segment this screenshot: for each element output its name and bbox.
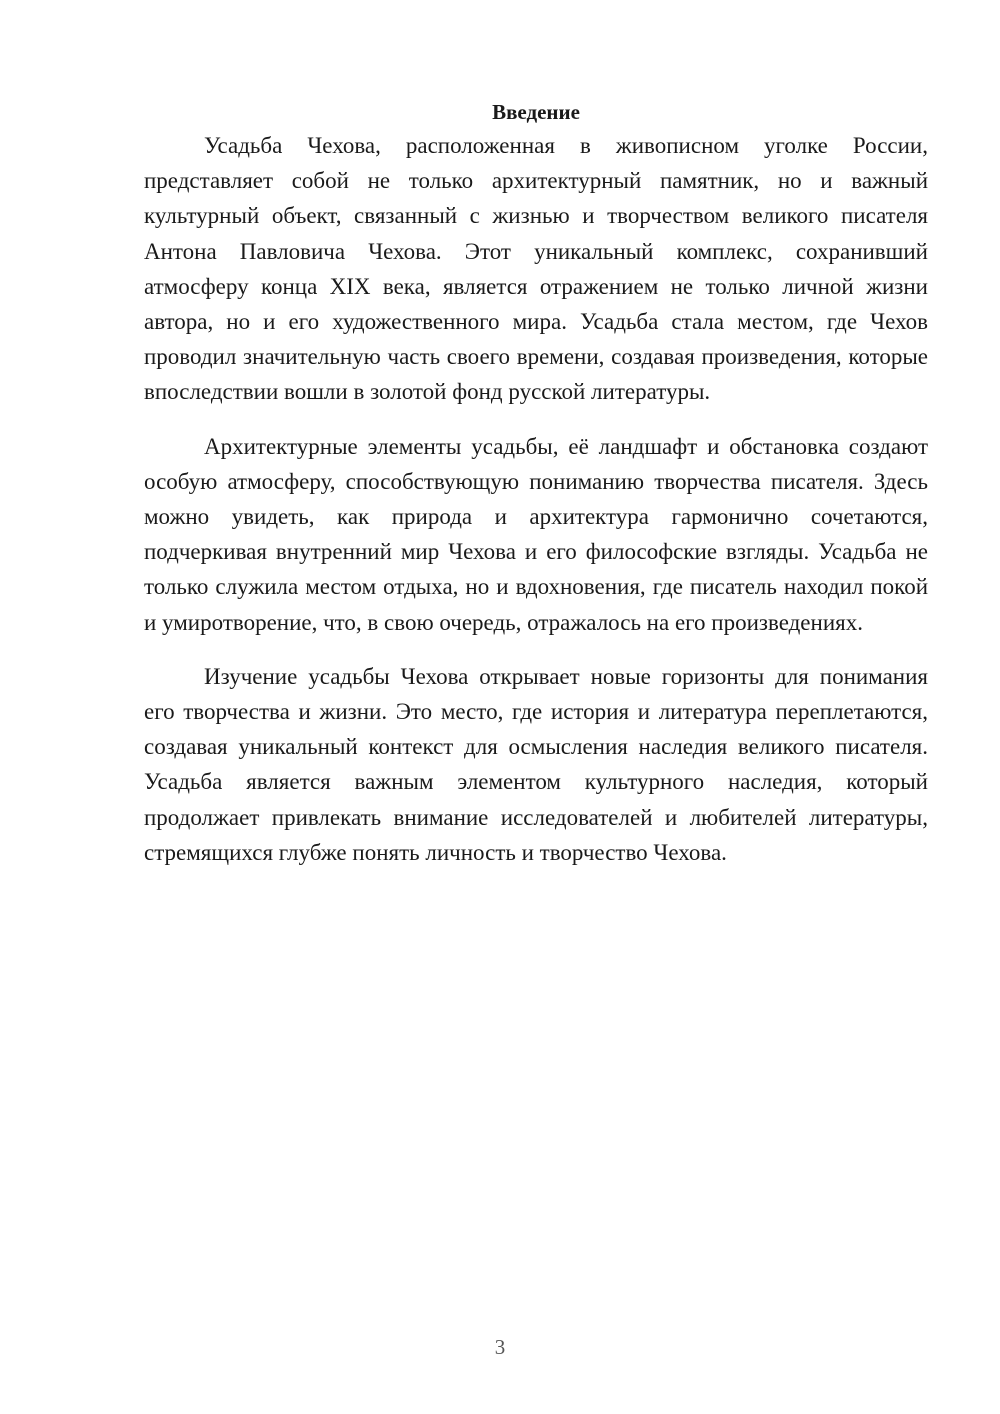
page-number: 3	[494, 1335, 506, 1359]
paragraph-2: Архитектурные элементы усадьбы, её ландшафт и обстановка создают особую атмосферу, способствующую пониманию творчества писателя. Здесь можно увидеть, как природа и архитектура гармонично сочетаются, подчеркивая внутренний мир Чехова и его философские взгляды. Усадьба не только служила местом отдыха, но и вдохновения, где писатель находил покой и умиротворение, что, в свою очередь, отражалось на его произведениях.	[144, 433, 928, 635]
paragraph-1: Усадьба Чехова, расположенная в живописном уголке России, представляет собой не только архитектурный памятник, но и важный культурный объект, связанный с жизнью и творчеством великого писателя Антона Павловича Чехова. Этот уникальный комплекс, сохранивший атмосферу конца XIX века, является отражением не только личной жизни автора, но и его художественного мира. Усадьба стала местом, где Чехов проводил значительную часть своего времени, создавая произведения, которые впоследствии вошли в золотой фонд русской литературы.	[144, 133, 928, 405]
page-content	[144, 96, 928, 870]
paragraph-3: Изучение усадьбы Чехова открывает новые горизонты для понимания его творчества и жизни. Это место, где история и литература переплетаются, создавая уникальный контекст для осмысления наследия великого писателя. Усадьба является важным элементом культурного наследия, который продолжает привлекать внимание исследователей и любителей литературы, стремящихся глубже понять личность и творчество Чехова.	[144, 663, 928, 865]
section-heading: Введение	[492, 100, 580, 124]
